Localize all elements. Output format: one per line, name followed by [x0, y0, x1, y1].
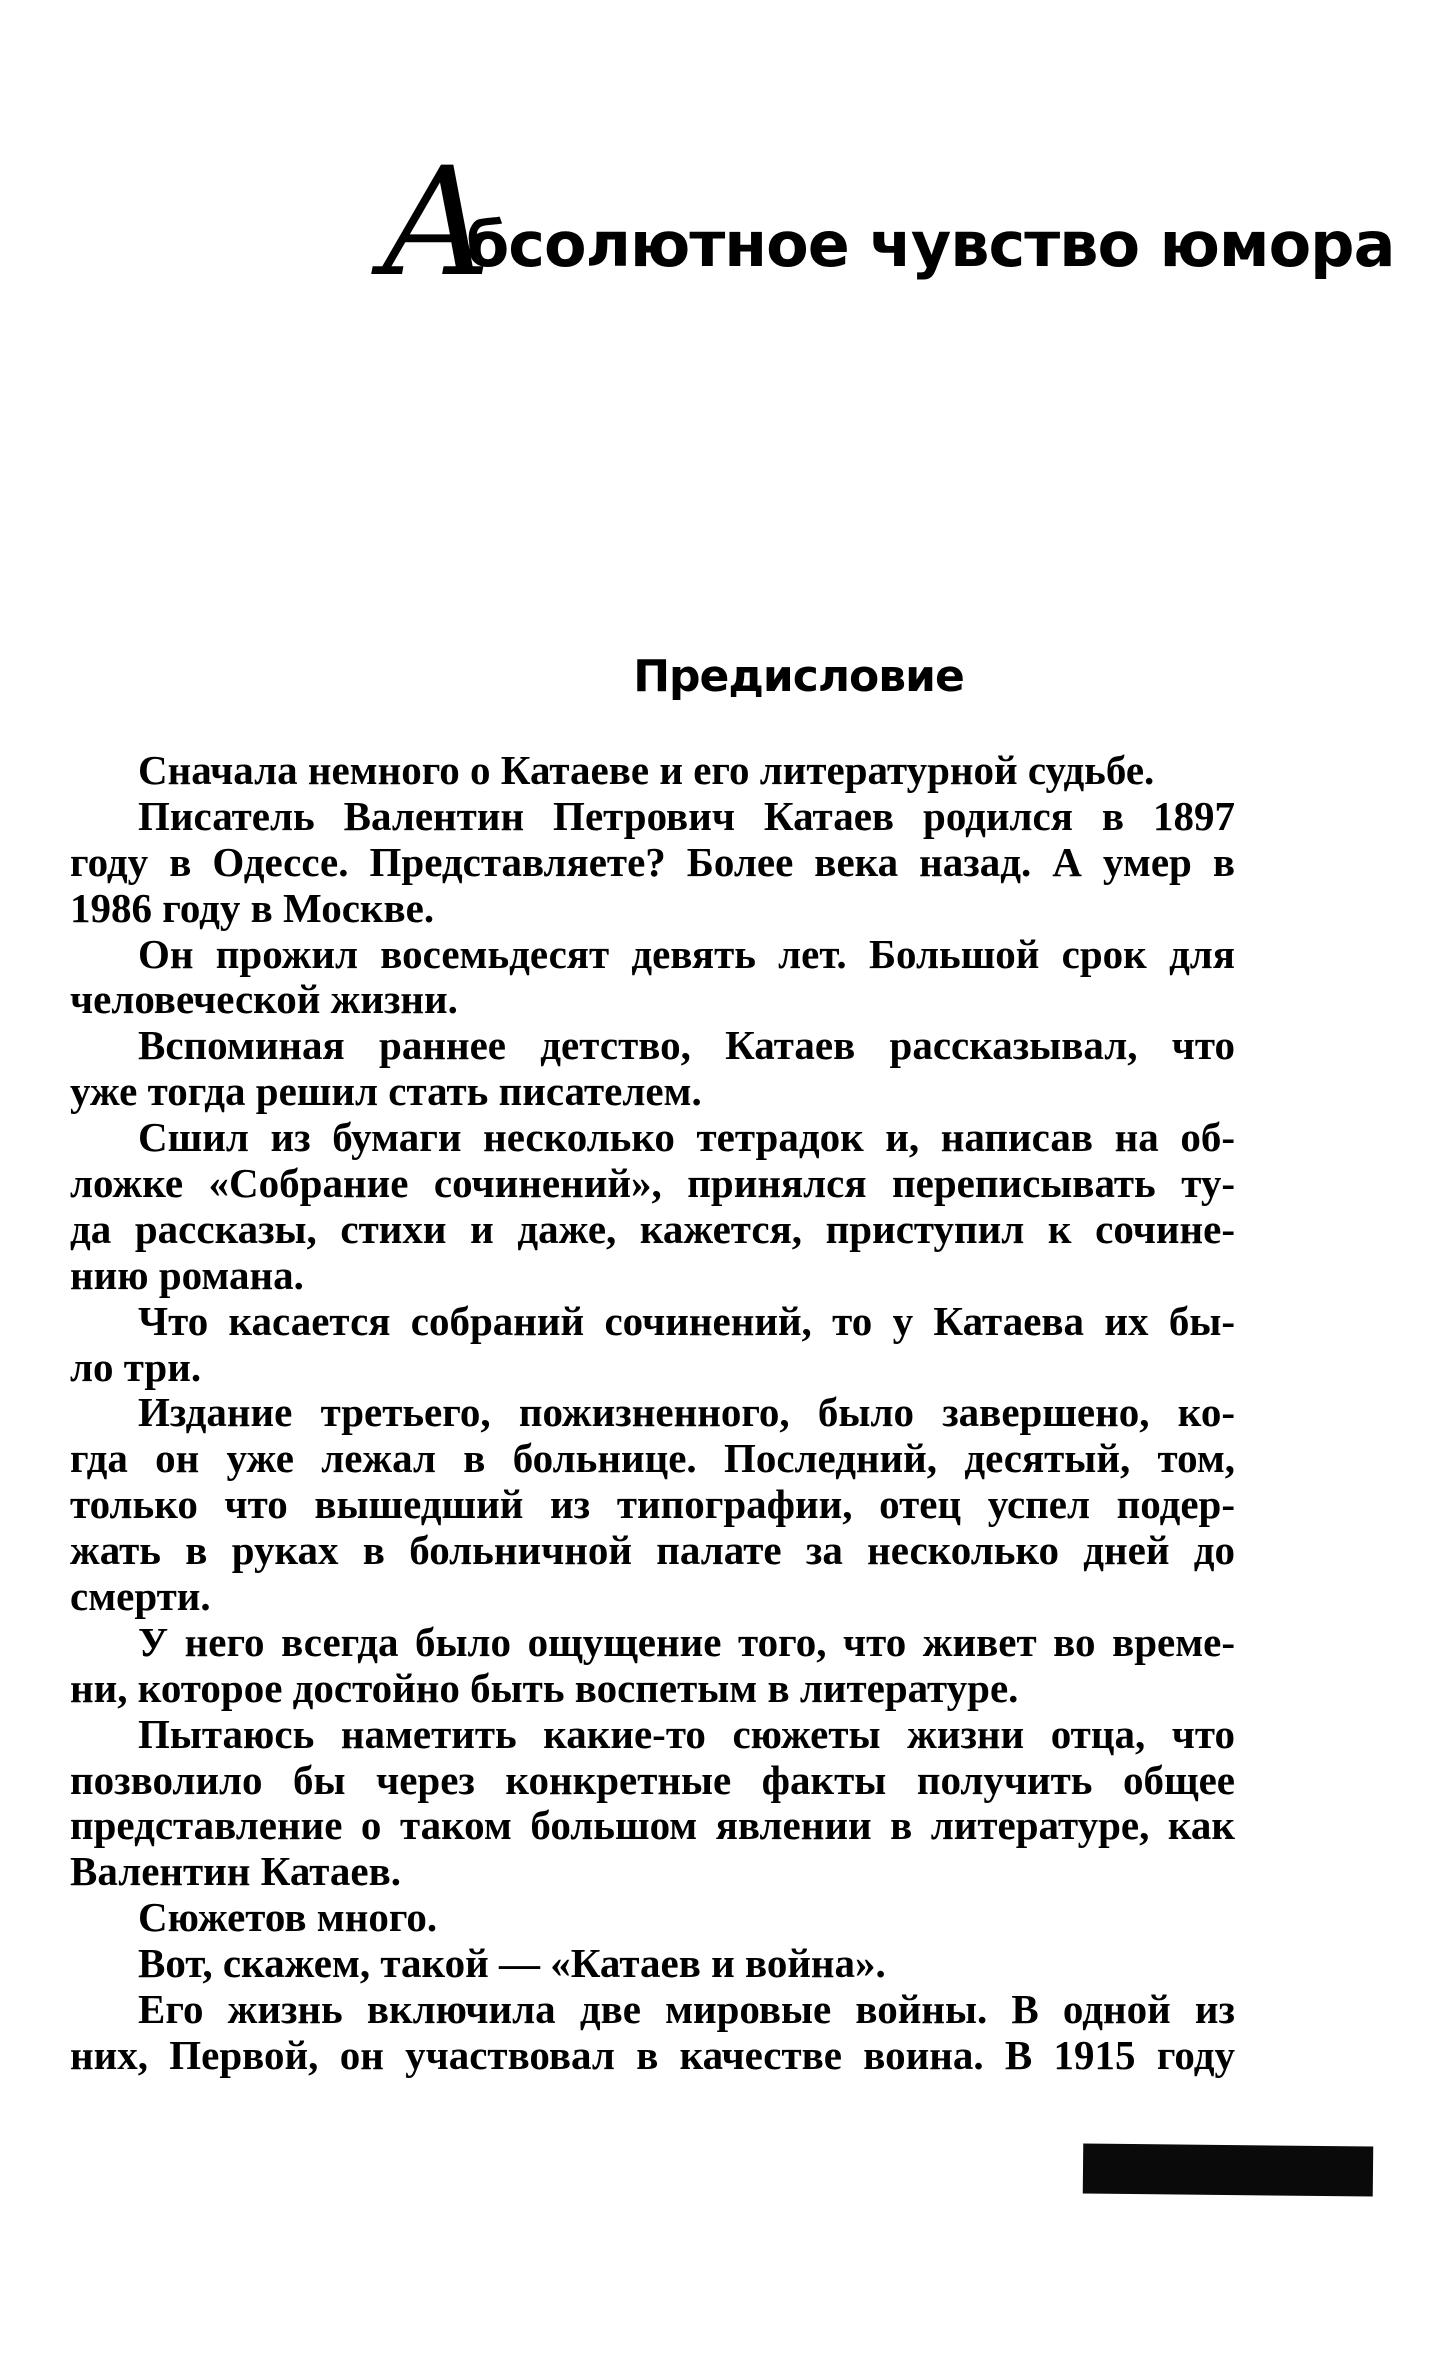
text-line: ло три. [70, 1343, 202, 1390]
text-line: ни, которое достойно быть воспетым в литературе. [70, 1664, 1019, 1711]
text-line: году в Одессе. Представляете? Более века назад. А умер в [70, 838, 1235, 885]
text-line: Валентин Катаев. [70, 1848, 402, 1895]
chapter-title-initial: А [380, 136, 493, 310]
text-line: нию романа. [70, 1251, 304, 1298]
text-line: Что касается собраний сочинений, то у Катаева их бы- [138, 1297, 1235, 1344]
section-heading: Предисловие [633, 651, 964, 702]
text-line: 1986 году в Москве. [70, 884, 435, 931]
black-redaction-bar [1083, 2143, 1374, 2196]
chapter-title [380, 136, 1395, 310]
text-line: них, Первой, он участвовал в качестве воина. В 1915 году [70, 2031, 1235, 2078]
text-line: Вот, скажем, такой — «Катаев и война». [138, 1940, 886, 1987]
text-line: да рассказы, стихи и даже, кажется, приступил к сочине- [70, 1205, 1235, 1252]
text-line: Вспоминая раннее детство, Катаев рассказывал, что [138, 1022, 1235, 1069]
text-line: ложке «Собрание сочинений», принялся переписывать ту- [70, 1160, 1235, 1207]
text-line: гда он уже лежал в больнице. Последний, десятый, том, [70, 1435, 1235, 1482]
text-line: только что вышедший из типографии, отец успел подер- [70, 1481, 1235, 1528]
text-line: уже тогда решил стать писателем. [70, 1068, 702, 1115]
chapter-title-text: бсолютное чувство юмора [466, 208, 1395, 281]
text-line: Сюжетов много. [138, 1894, 438, 1941]
text-line: Пытаюсь наметить какие-то сюжеты жизни отца, что [138, 1710, 1235, 1757]
text-line: У него всегда было ощущение того, что живет во време- [138, 1618, 1235, 1665]
text-line: Издание третьего, пожизненного, было завершено, ко- [138, 1389, 1235, 1436]
text-line: смерти. [70, 1573, 211, 1620]
text-line: Он прожил восемьдесят девять лет. Большой срок для [138, 930, 1235, 977]
text-line: представление о таком большом явлении в литературе, как [70, 1802, 1235, 1849]
text-line: позволило бы через конкретные факты получить общее [70, 1756, 1235, 1803]
text-line: Писатель Валентин Петрович Катаев родился в 1897 [138, 792, 1235, 839]
text-line: человеческой жизни. [70, 976, 458, 1023]
text-line: Его жизнь включила две мировые войны. В одной из [138, 1986, 1235, 2033]
text-line: Сшил из бумаги несколько тетрадок и, написав на об- [138, 1114, 1235, 1161]
text-line: Сначала немного о Катаеве и его литературной судьбе. [138, 747, 1155, 793]
body-text [70, 748, 1235, 2079]
text-line: жать в руках в больничной палате за несколько дней до [70, 1527, 1235, 1574]
